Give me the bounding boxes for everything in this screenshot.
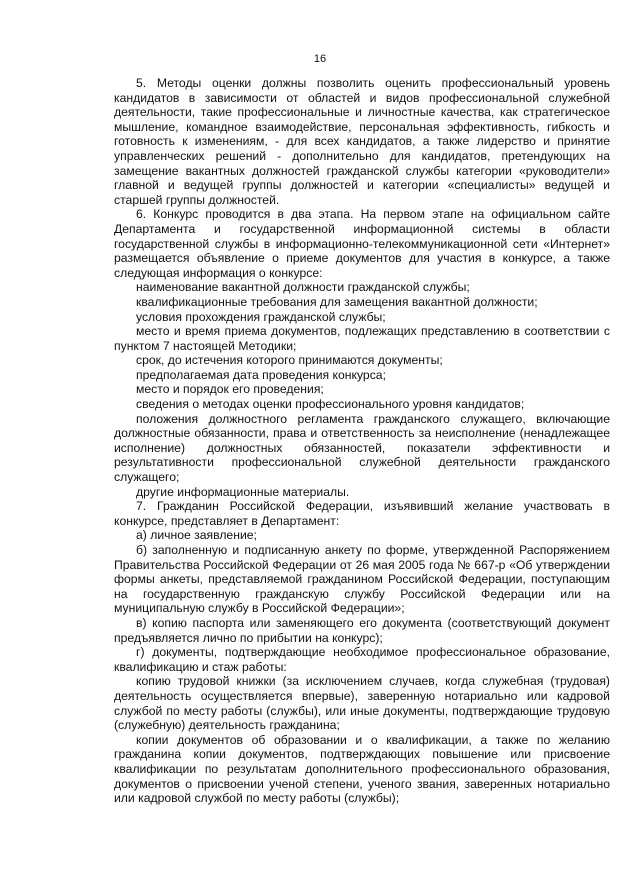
paragraph: 6. Конкурс проводится в два этапа. На первом этапе на официальном сайте Департамента и государственной информационной системы в области государственной службы в информационно-телекоммуникационной сети «Интернет» размещается объявление о приеме документов для участия в конкурсе, а также следующая информация о конкурсе: <box>114 207 610 280</box>
list-item: копии документов об образовании и о квалификации, а также по желанию гражданина копии документов, подтверждающих повышение или присвоение квалификации по результатам дополнительного профессионального образования, документов о присвоении ученой степени, ученого звания, заверенных нотариально или кадровой службой по месту работы (службы); <box>114 732 610 806</box>
document-body <box>114 76 610 806</box>
list-item: положения должностного регламента гражданского служащего, включающие должностные обязанности, права и ответственность за неисполнение (ненадлежащее исполнение) должностных обязанностей, показатели эффективности и результативности профессиональной служебной деятельности гражданского служащего; <box>114 411 610 485</box>
list-item: срок, до истечения которого принимаются документы; <box>136 353 443 368</box>
list-item: квалификационные требования для замещения вакантной должности; <box>136 294 538 309</box>
list-item: предполагаемая дата проведения конкурса; <box>136 367 386 382</box>
list-item: б) заполненную и подписанную анкету по форме, утвержденной Распоряжением Правительства Российской Федерации от 26 мая 2005 года № 667-р «Об утверждении формы анкеты, представляемой гражданином Российской Федерации, поступающим на государственную гражданскую службу Российской Федерации или на муниципальную службу в Российской Федерации»; <box>114 543 610 616</box>
page-number: 16 <box>313 53 327 65</box>
paragraph: 7. Гражданин Российской Федерации, изъявивший желание участвовать в конкурсе, представляет в Департамент: <box>114 499 610 528</box>
list-item: сведения о методах оценки профессионального уровня кандидатов; <box>136 397 525 412</box>
list-item: место и время приема документов, подлежащих представлению в соответствии с пунктом 7 настоящей Методики; <box>114 324 610 353</box>
list-item: г) документы, подтверждающие необходимое профессиональное образование, квалификацию и стаж работы: <box>114 645 610 674</box>
paragraph: 5. Методы оценки должны позволить оценить профессиональный уровень кандидатов в зависимости от областей и видов профессиональной служебной деятельности, такие профессиональные и личностные качества, как стратегическое мышление, командное взаимодействие, персональная эффективность, гибкость и готовность к изменениям, - для всех кандидатов, а также лидерство и принятие управленческих решений - дополнительно для кандидатов, претендующих на замещение вакантных должностей гражданской службы категории «руководители» главной и ведущей группы должностей и категории «специалисты» ведущей и старшей группы должностей. <box>114 76 610 207</box>
list-item: наименование вакантной должности гражданской службы; <box>136 280 470 295</box>
list-item: другие информационные материалы. <box>136 484 350 499</box>
list-item: в) копию паспорта или заменяющего его документа (соответствующий документ предъявляется лично по прибытии на конкурс); <box>114 615 610 645</box>
list-item: место и порядок его проведения; <box>136 382 324 397</box>
list-item: условия прохождения гражданской службы; <box>136 309 386 324</box>
list-item: а) личное заявление; <box>136 528 257 543</box>
list-item: копию трудовой книжки (за исключением случаев, когда служебная (трудовая) деятельность осуществляется впервые), заверенную нотариально или кадровой службой по месту работы (службы), или иные документы, подтверждающие трудовую (служебную) деятельность гражданина; <box>114 674 610 733</box>
